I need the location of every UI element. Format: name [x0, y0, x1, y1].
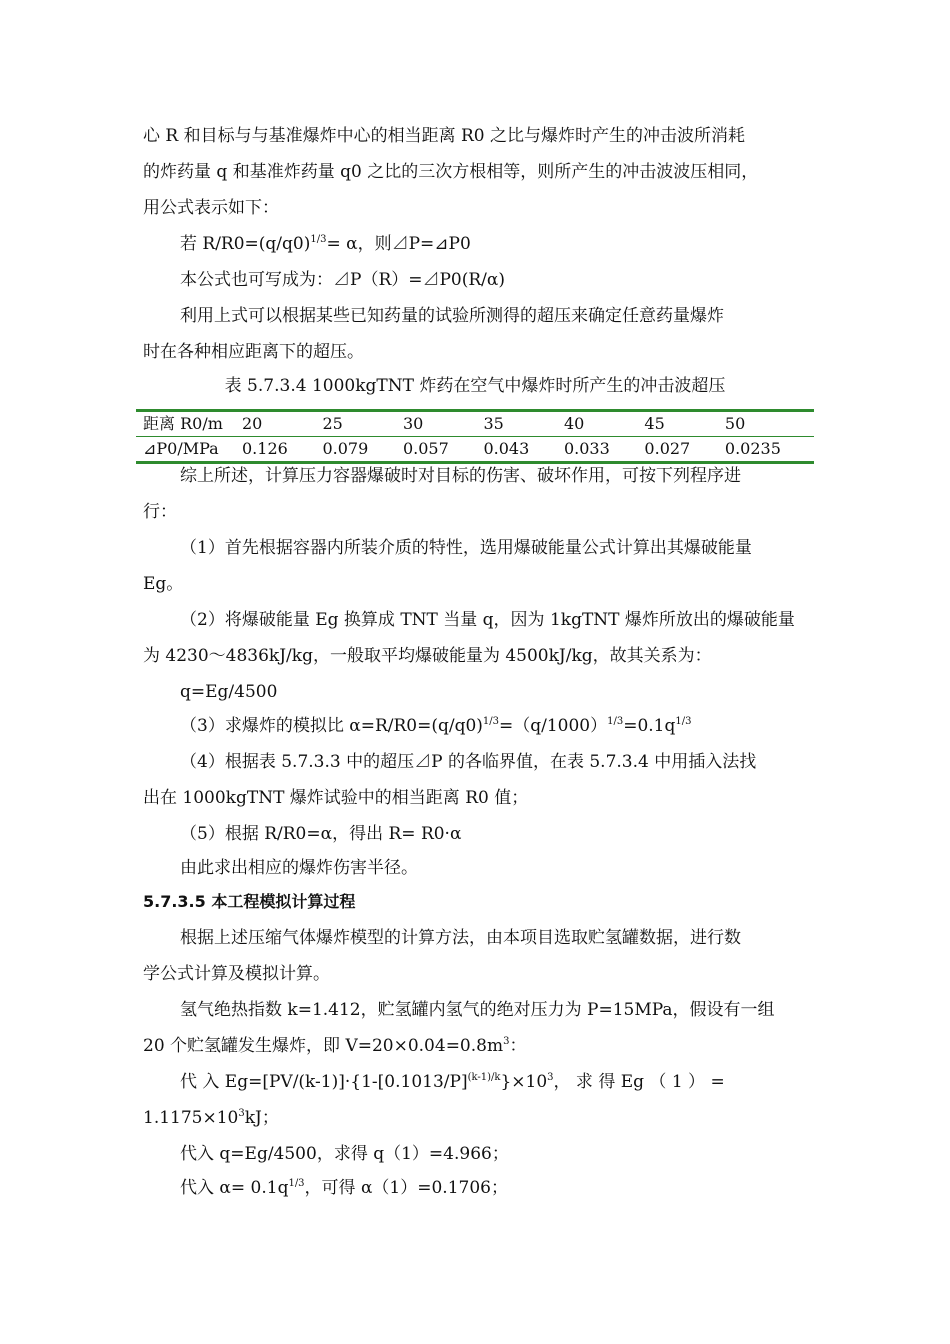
calc-line: 代入 q=Eg/4500，求得 q（1）=4.966； [180, 1144, 509, 1164]
table-cell: 0.079 [322, 439, 369, 458]
table-cell: 0.057 [402, 439, 449, 458]
table-row [136, 411, 814, 437]
step-2-formula: q=Eg/4500 [180, 682, 278, 702]
table-cell: 20 [235, 411, 315, 437]
step-3-line: （3）求爆炸的模拟比 $\alpha=R/R0=(q/q0)^{1/3}=(q/1000)^{1/3}=0.1q^{1/3}$ [180, 716, 692, 736]
paragraph-line: 综上所述，计算压力容器爆破时对目标的伤害、破坏作用，可按下列程序进 [180, 466, 741, 486]
formula-line: 若 $R/R0=(q/q0)^{1/3}= \alpha$，则⊿P=⊿P0 [180, 234, 471, 254]
paragraph-line: 利用上式可以根据某些已知药量的试验所测得的超压来确定任意药量爆炸 [180, 306, 724, 326]
section-heading: 5.7.3.5 本工程模拟计算过程 [143, 892, 356, 911]
table-cell: 0.043 [483, 439, 530, 458]
calc-line: $1.1175\times 10^3kJ$； [143, 1108, 279, 1128]
paragraph-line: 学公式计算及模拟计算。 [143, 964, 330, 984]
table-cell: 40 [557, 411, 637, 437]
step-2-line: 为 4230～4836kJ/kg，一般取平均爆破能量为 4500kJ/kg，故其关系为： [143, 646, 712, 666]
step-4-line: 出在 1000kgTNT 爆炸试验中的相当距离 R0 值； [143, 788, 529, 808]
step-1-line: Eg。 [143, 574, 184, 594]
paragraph-line: 行： [143, 502, 177, 522]
table-cell: 35 [476, 411, 556, 437]
table-cell: 0.126 [242, 439, 288, 458]
row-header: 距离 R0/m [136, 411, 235, 437]
result-line: 由此求出相应的爆炸伤害半径。 [180, 858, 418, 878]
step-2-line: （2）将爆破能量 Eg 换算成 TNT 当量 q，因为 1kgTNT 爆炸所放出的爆破能量 [180, 610, 795, 630]
table-cell: 0.0235 [724, 439, 781, 458]
table-cell: 45 [637, 411, 717, 437]
paragraph-line: 的炸药量 q 和基准炸药量 q0 之比的三次方根相等，则所产生的冲击波波压相同， [143, 162, 759, 182]
paragraph-line: 用公式表示如下： [143, 198, 279, 218]
paragraph-line: 氢气绝热指数 k=1.412，贮氢罐内氢气的绝对压力为 P=15MPa，假设有一组 [180, 1000, 775, 1020]
calc-line: 代 入 $Eg=[PV/(k-1)]\cdot\{1-[0.1013/P]^{(k-1)/k}\}\times 10^3$， 求 得 Eg （ 1 ） = [180, 1072, 725, 1092]
paragraph-line: 心 R 和目标与与基准爆炸中心的相当距离 R0 之比与爆炸时产生的冲击波所消耗 [143, 126, 746, 146]
step-4-line: （4）根据表 5.7.3.3 中的超压⊿P 的各临界值，在表 5.7.3.4 中用插入法找 [180, 752, 757, 772]
table-cell: 0.027 [644, 439, 691, 458]
table-cell: 30 [396, 411, 476, 437]
table-caption: 表 5.7.3.4 1000kgTNT 炸药在空气中爆炸时所产生的冲击波超压 [224, 376, 726, 396]
table-row [136, 437, 814, 463]
overpressure-table [136, 409, 814, 464]
table-cell: 50 [718, 411, 814, 437]
step-5-line: （5）根据 R/R0=α，得出 R= R0·α [180, 824, 462, 844]
paragraph-line: 根据上述压缩气体爆炸模型的计算方法，由本项目选取贮氢罐数据，进行数 [180, 928, 741, 948]
paragraph-line: 时在各种相应距离下的超压。 [143, 342, 364, 362]
formula-line: 本公式也可写成为：⊿P（R）=⊿P0(R/α) [180, 270, 506, 290]
table-cell: 0.033 [563, 439, 610, 458]
step-1-line: （1）首先根据容器内所装介质的特性，选用爆破能量公式计算出其爆破能量 [180, 538, 752, 558]
table-cell: 25 [315, 411, 395, 437]
paragraph-line: 20 个贮氢罐发生爆炸，即 $V=20\times 0.04=0.8m^3$： [143, 1036, 527, 1056]
calc-line: 代入 $\alpha= 0.1q^{1/3}$，可得 α（1）=0.1706； [180, 1178, 508, 1198]
row-header: ⊿P0/MPa [143, 439, 219, 458]
